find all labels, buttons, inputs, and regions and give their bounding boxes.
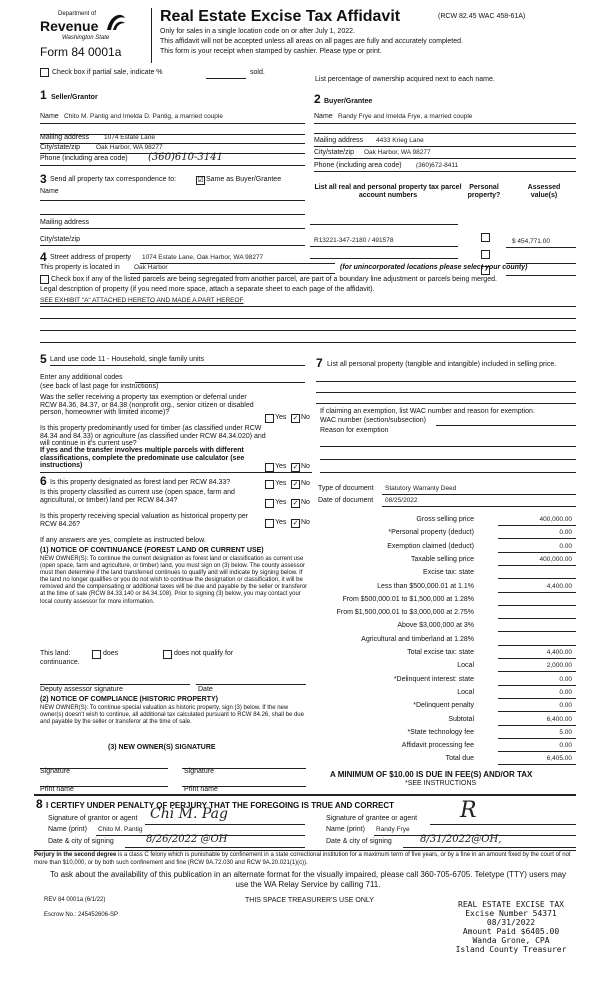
notice-1-title: (1) NOTICE OF CONTINUANCE (FOREST LAND OR CURRENT USE) (40, 547, 264, 554)
grantor-date-city[interactable]: 8/26/2022 @OH (146, 834, 228, 845)
wac-number-label: WAC number (section/subsection) (320, 417, 426, 424)
tax-row-value[interactable]: 0.00 (559, 688, 572, 696)
current-use-no-checkbox[interactable]: ✓ (292, 500, 299, 507)
does-not-qualify-checkbox[interactable] (163, 650, 172, 659)
buyer-phone[interactable]: (360)672-8411 (416, 162, 459, 169)
multiple-parcels-question: If yes and the transfer involves multiple parcels with different classifications, complete the predominate use calculator (see instructions) (40, 447, 245, 469)
section-8-number: 8 (36, 797, 43, 811)
exemption-yes-checkbox[interactable] (265, 414, 274, 423)
tax-row-value[interactable]: 6,400.00 (546, 715, 572, 723)
owner-signature-label-1: Signature (40, 768, 70, 775)
legal-description-label: Legal description of property (if you need more space, attach a separate sheet to each page of the affidavit). (40, 286, 375, 293)
grantee-signature[interactable]: R (460, 798, 477, 823)
form-number: Form 84 0001a (40, 45, 122, 59)
same-as-buyer-label: Same as Buyer/Grantee (206, 176, 282, 183)
seller-phone-label: Phone (including area code) (40, 155, 128, 162)
perjury-note: Perjury in the second degree is a class C felony which is punishable by confinement in a state correctional institution for a maximum term of five years, or by a fine in an amount fixed by the court of not more than $10,000, or by both such confinement and fine (RCW 9A.72.030 and RCW 9A.20.021(1)(c)). (34, 852, 571, 866)
buyer-mail-label: Mailing address (314, 137, 364, 144)
exemption-yes-label: Yes (275, 414, 287, 421)
buyer-name-label: Name (314, 113, 333, 120)
owner-print-name-label-1: Print name (40, 786, 74, 793)
grantor-signature[interactable]: Chi M. Pag (150, 806, 228, 822)
notice-3-title: (3) NEW OWNER(S) SIGNATURE (108, 744, 216, 751)
tax-row-label: From $1,500,000.01 to $3,000,000 at 2.75% (336, 609, 474, 617)
seller-phone[interactable]: (360)610-3141 (148, 152, 223, 163)
tax-row-label: *State technology fee (407, 728, 474, 736)
continuance-label: continuance. (40, 659, 80, 666)
if-yes-note: If any answers are yes, complete as instructed below. (40, 537, 206, 544)
rcw-reference: (RCW 82.45 WAC 458-61A) (438, 13, 526, 20)
exemption-question: Was the seller receiving a property tax exemption or deferral under RCW 84.36, 84.37, or 84.38 (nonprofit org., senior citizen or disabled person, homeowner with limited income)? (40, 394, 254, 416)
parcel-column-header: List all real and personal property tax parcel account numbers (314, 184, 462, 199)
tax-row-label: Above $3,000,000 at 3% (397, 622, 474, 630)
tax-row-value[interactable]: 5.00 (559, 728, 572, 736)
treasurer-stamp (436, 900, 586, 954)
reason-label: Reason for exemption (320, 427, 389, 434)
see-back-note: (see back of last page for instructions) (40, 383, 159, 390)
treasurer-use-label: THIS SPACE TREASURER'S USE ONLY (245, 897, 374, 904)
deputy-signature-label: Deputy assessor signature (40, 686, 123, 693)
tax-row-label: Excise tax: state (423, 569, 474, 577)
current-use-no-label: No (301, 499, 310, 506)
notice-1-body: NEW OWNER(S): To continue the current designation as forest land or classification as current use (open space, farm and agriculture, or timber) land, you must sign on (3) below. The county assessor must then determine if the land transferred continues to qualify and will indicate by signing below. If the land no longer qualifies or you do not wish to continue the designation or classification, it will be removed and the compensating or additional taxes will be due and payable by the seller or transferor at the time of sale (RCW 84.33.140 or 84.34.108). Prior to signing (3) below, you may contact your local county assessor for more information. (40, 556, 308, 605)
unincorporated-note: (for unincorporated locations please select your county) (340, 264, 528, 271)
tax-row-value[interactable]: 0.00 (559, 702, 572, 710)
historic-no-checkbox[interactable]: ✓ (292, 520, 299, 527)
alternate-format-note: To ask about the availability of this publication in an alternate format for the visually impaired, please call 360-705-6705. Teletype (TTY) users may use the WA Relay Service by calling 711. (49, 870, 567, 889)
tax-row-label: From $500,000.01 to $1,500,000 at 1.28% (342, 595, 474, 603)
revenue-logo-icon (104, 10, 128, 34)
located-label: This property is located in (40, 264, 120, 271)
section-7-text: List all personal property (tangible and intangible) included in selling price. (327, 361, 557, 368)
timber-yes-label: Yes (275, 463, 287, 470)
grantor-name-label: Name (print) (48, 826, 87, 833)
buyer-city-label: City/state/zip (314, 149, 355, 156)
assessed-value[interactable]: $ 454,771.00 (512, 238, 550, 245)
section-3-number: 3 (40, 172, 47, 186)
does-not-label: does not qualify for (174, 650, 234, 657)
certify-title: I CERTIFY UNDER PENALTY OF PERJURY THAT THE FOREGOING IS TRUE AND CORRECT (46, 801, 395, 810)
personal-property-checkbox-1[interactable] (481, 233, 490, 242)
agency-state: Washington State (62, 35, 110, 41)
street-address-label: Street address of property (50, 254, 131, 261)
grantee-signature-label: Signature of grantee or agent (326, 815, 418, 822)
seller-mail[interactable]: 1074 Estate Lane (104, 134, 155, 141)
tax-row-value[interactable]: 400,000.00 (539, 555, 572, 563)
parcel-number[interactable]: R13221-347-2180 / 491578 (314, 237, 394, 244)
tax-row-label: Agricultural and timberland at 1.28% (361, 635, 474, 643)
exemption-wac-note: If claiming an exemption, list WAC number and reason for exemption. (320, 408, 535, 415)
exemption-no-checkbox[interactable]: ✓ (292, 415, 299, 422)
legal-description[interactable]: SEE EXHIBIT "A" ATTACHED HERETO AND MADE A PART HEREOF (40, 297, 244, 304)
exemption-no-label: No (301, 414, 310, 421)
seller-title: Seller/Grantor (51, 94, 98, 101)
stamp-line: REAL ESTATE EXCISE TAX (458, 900, 564, 909)
stamp-line: 08/31/2022 (486, 918, 536, 927)
segregated-parcels-checkbox[interactable] (40, 275, 49, 284)
header-note-3: This form is your receipt when stamped by cashier. Please type or print. (160, 48, 382, 55)
tax-row-label: *Personal property (deduct) (388, 529, 474, 537)
forest-no-label: No (301, 480, 310, 487)
forest-yes-checkbox[interactable] (265, 480, 274, 489)
additional-codes-label: Enter any additional codes (40, 374, 123, 381)
section-3-name-label: Name (40, 188, 59, 195)
doc-date-label: Date of document (318, 497, 374, 504)
ownership-note: List percentage of ownership acquired next to each name. (315, 76, 495, 83)
section-3-mail-label: Mailing address (40, 219, 90, 226)
section-3-text: Send all property tax correspondence to: (50, 176, 177, 183)
seller-city-label: City/state/zip (40, 144, 81, 151)
seller-mail-label: Mailing address (40, 134, 90, 141)
timber-no-checkbox[interactable]: ✓ (292, 464, 299, 471)
escrow-number: Escrow No.: 245452606-SP (44, 912, 119, 918)
same-as-buyer-checkbox[interactable]: ☑ (197, 177, 204, 184)
see-instructions-note: *SEE INSTRUCTIONS (405, 780, 477, 787)
buyer-city[interactable]: Oak Harbor, WA 98277 (364, 149, 431, 156)
tax-row-value[interactable]: 400,000.00 (539, 516, 572, 523)
grantee-name[interactable]: Randy Frye (376, 826, 410, 833)
doc-type[interactable]: Statutory Warranty Deed (385, 485, 457, 492)
seller-name-label: Name (40, 113, 59, 120)
stamp-line: Wanda Grone, CPA (472, 936, 550, 945)
tax-row-value[interactable]: 0.00 (559, 529, 572, 537)
tax-row-label: Gross selling price (416, 516, 474, 523)
grantee-name-label: Name (print) (326, 826, 365, 833)
grantee-date-city[interactable]: 8/31/2022@OH, (420, 834, 502, 845)
buyer-mail[interactable]: 4433 Krieg Lane (376, 137, 424, 144)
historic-no-label: No (301, 519, 310, 526)
tax-row-label: Local (457, 688, 474, 696)
historic-question: Is this property receiving special valuation as historical property per RCW 84.26? (40, 513, 249, 528)
section-1-number: 1 (40, 88, 47, 102)
forest-no-checkbox[interactable]: ✓ (292, 481, 299, 488)
doc-date[interactable]: 08/25/2022 (385, 497, 418, 504)
notice-2-body: NEW OWNER(S): To continue special valuation as historic property, sign (3) below. If the new owner(s) doesn't wish to continue, all additional tax calculated pursuant to RCW 84.26, shall be due and payable by the seller or transferor at the time of sale. (40, 705, 304, 726)
section-4-number: 4 (40, 250, 47, 264)
buyer-name[interactable]: Randy Frye and Imelda Frye, a married couple (338, 113, 473, 120)
does-label: does (103, 650, 119, 657)
owner-signature-label-2: Signature (184, 768, 214, 775)
notice-2-title: (2) NOTICE OF COMPLIANCE (HISTORIC PROPERTY) (40, 696, 218, 703)
owner-print-name-label-2: Print name (184, 786, 218, 793)
section-2-number: 2 (314, 92, 321, 106)
segregated-parcels-label: Check box if any of the listed parcels are being segregated from another parcel, are part of a boundary line adjustment or parcels being merged. (51, 276, 497, 283)
seller-name[interactable]: Chito M. Pantig and Imelda D. Pantig, a married couple (64, 113, 223, 120)
grantor-signature-label: Signature of grantor or agent (48, 815, 138, 822)
grantor-date-label: Date & city of signing (48, 838, 114, 845)
personal-property-column-header: Personal property? (467, 184, 501, 199)
grantee-date-label: Date & city of signing (326, 838, 392, 845)
tax-row-value[interactable]: 4,400.00 (546, 582, 572, 590)
section-3-city-label: City/state/zip (40, 236, 81, 243)
historic-yes-checkbox[interactable] (265, 519, 274, 528)
partial-sale-checkbox[interactable] (40, 68, 49, 77)
buyer-title: Buyer/Grantee (324, 98, 373, 105)
stamp-line: Island County Treasurer (455, 945, 567, 954)
tax-row-label: Subtotal (448, 715, 474, 723)
doc-type-label: Type of document (318, 485, 374, 492)
personal-property-checkbox-2[interactable] (481, 250, 490, 259)
partial-sold: sold. (250, 69, 265, 76)
timber-no-label: No (301, 463, 310, 470)
current-use-question: Is this property classified as current use (open space, farm and agricultural, or timber) land per RCW 84.34? (40, 489, 235, 504)
does-qualify-checkbox[interactable] (92, 650, 101, 659)
timber-yes-checkbox[interactable] (265, 463, 274, 472)
historic-yes-label: Yes (275, 519, 287, 526)
tax-row-label: Local (457, 662, 474, 670)
tax-row-label: Affidavit processing fee (401, 742, 474, 750)
revision-number: REV 84 0001a (6/1/22) (44, 897, 106, 903)
tax-row-label: *Delinquent penalty (413, 702, 474, 710)
tax-row-value[interactable]: 0.00 (559, 542, 572, 550)
forest-yes-label: Yes (275, 480, 287, 487)
agency-name: Revenue (40, 18, 99, 34)
section-5-number: 5 (40, 352, 47, 366)
forest-question: Is this property designated as forest land per RCW 84.33? (50, 479, 231, 486)
tax-row-value[interactable]: 4,400.00 (546, 649, 572, 656)
buyer-phone-label: Phone (including area code) (314, 162, 402, 169)
deputy-date-label: Date (198, 686, 213, 693)
timber-question: Is this property predominantly used for timber (as classified under RCW 84.34 and 84.33) or agriculture (as classified under RCW 84.34.020) and will continue in it's current use? (40, 425, 266, 447)
tax-row-label: Less than $500,000.01 at 1.1% (377, 582, 474, 590)
header-note-1: Only for sales in a single location code on or after July 1, 2022. (160, 28, 355, 35)
seller-city[interactable]: Oak Harbor, WA 98277 (96, 144, 163, 151)
tax-row-value[interactable]: 6,405.00 (546, 755, 572, 763)
tax-row-label: Total due (445, 755, 474, 763)
section-6-number: 6 (40, 474, 47, 488)
tax-row-value[interactable]: 0.00 (559, 675, 572, 683)
form-title: Real Estate Excise Tax Affidavit (160, 8, 401, 25)
minimum-due-note: A MINIMUM OF $10.00 IS DUE IN FEE(S) AND/OR TAX (330, 770, 533, 779)
located-in[interactable]: Oak Harbor (134, 264, 168, 271)
grantor-name[interactable]: Chito M. Pantig (98, 826, 143, 833)
assessed-value-column-header: Assessed value(s) (527, 184, 561, 199)
tax-row-value[interactable]: 2,000.00 (546, 662, 572, 670)
current-use-yes-label: Yes (275, 499, 287, 506)
tax-row-label: Total excise tax: state (407, 649, 474, 656)
street-address[interactable]: 1074 Estate Lane, Oak Harbor, WA 98277 (142, 254, 264, 261)
tax-row-label: Exemption claimed (deduct) (387, 542, 474, 550)
partial-sale-label: Check box if partial sale, indicate % (52, 69, 163, 76)
stamp-line: Excise Number 54371 (465, 909, 557, 918)
tax-row-label: *Delinquent interest: state (393, 675, 474, 683)
section-7-number: 7 (316, 356, 323, 370)
agency-top: Department of (58, 11, 97, 17)
tax-row-label: Taxable selling price (410, 555, 474, 563)
header-note-2: This affidavit will not be accepted unless all areas on all pages are fully and accurately completed. (160, 38, 463, 45)
stamp-line: Amount Paid $6405.00 (462, 927, 560, 936)
land-use-code[interactable]: Land use code 11 - Household, single family units (50, 356, 204, 363)
tax-row-value[interactable]: 0.00 (559, 742, 572, 750)
current-use-yes-checkbox[interactable] (265, 499, 274, 508)
this-land-label: This land: (40, 650, 71, 657)
